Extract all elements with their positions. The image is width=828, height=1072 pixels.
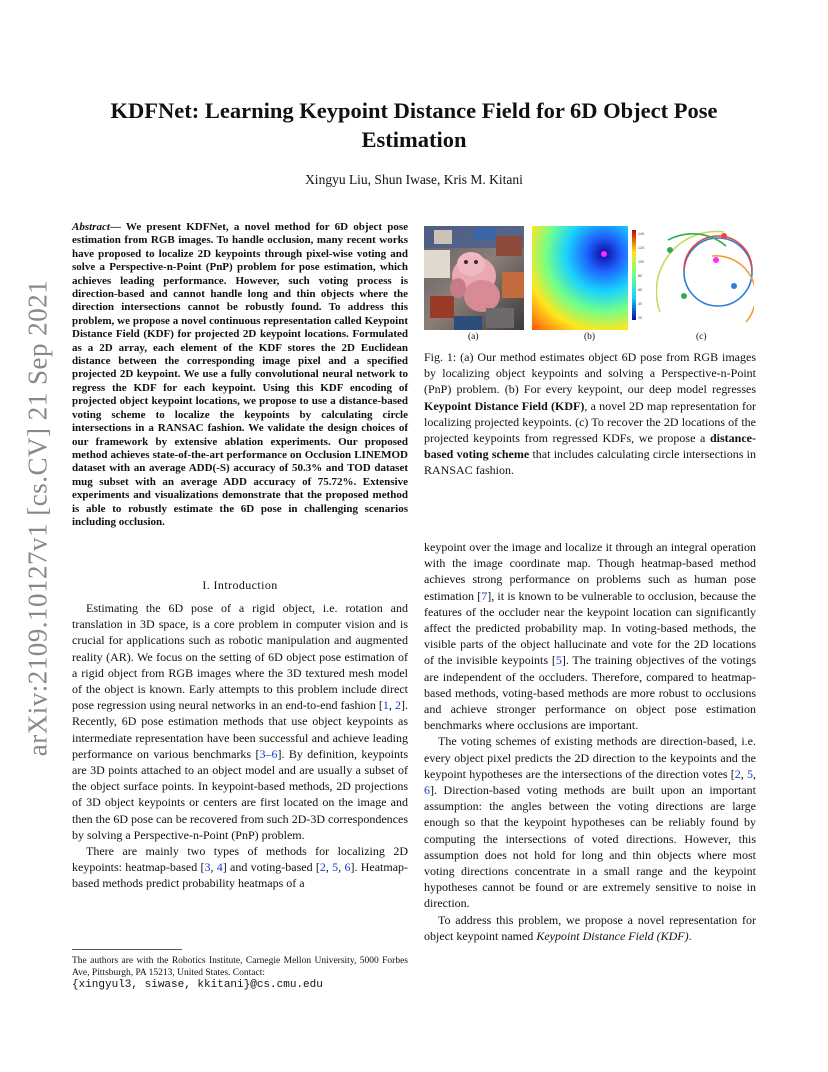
- figure-label-c: (c): [696, 332, 707, 342]
- citation-link[interactable]: 6: [344, 860, 351, 875]
- keypoint-marker: [731, 283, 737, 289]
- colorbar-tick-label: 140: [638, 232, 644, 237]
- intro-paragraph: keypoint over the image and localize it through an integral operation with the image coordinate map. Though heatmap-based method achieves strong performance on problems such as human pose estimation [7], it is known to be vulnerable to occlusion, because the features of the occluder near the keypoint location can significantly affect the predicted probability map. In voting-based methods, the visible parts of the object hallucinate and vote for the 2D locations of the invisible keypoints [5]. The training objectives of the votings are independent of the occluders. Therefore, compared to heatmap-based methods, voting-based methods are more robust to occlusions and achieve stronger performance on object pose estimation benchmarks where occlusions are important.: [424, 540, 756, 733]
- intro-paragraph: Estimating the 6D pose of a rigid object, i.e. rotation and translation in 3D space, is a core problem in computer vision and is crucial for applications such as robotic manipulation and augmented reality (AR). We focus on the setting of 6D object pose estimation of a rigid object from RGB images where the 3D textured mesh model of the object is known. Early attempts to this problem include direct pose regression using neural networks in an end-to-end fashion [1, 2]. Recently, 6D pose estimation methods that use object keypoints as intermediate representation have been successful and achieve leading performance on various benchmarks [3–6]. By definition, keypoints are 3D points attached to an object model and are usually a subset of the object surface points. In keypoint-based methods, 2D projections of 3D object keypoints or centers are first located on the image and then the 6D pose can be recovered from such 2D-3D correspondences by solving a Perspective-n-Point (PnP) problem.: [72, 601, 408, 842]
- colorbar-tick-label: 60: [638, 288, 642, 293]
- intro-right-column: [424, 539, 756, 944]
- figure-1: [424, 222, 756, 347]
- arxiv-identifier: arXiv:2109.10127v1 [cs.CV] 21 Sep 2021: [22, 279, 53, 757]
- section-heading-introduction: I. Introduction: [202, 578, 278, 592]
- figure-1a-photo: [424, 226, 524, 330]
- keypoint-marker: [713, 257, 719, 263]
- colorbar-tick-label: 80: [638, 274, 642, 279]
- figure-1c-circle-voting: [656, 226, 754, 330]
- abstract: [72, 221, 408, 529]
- colorbar-tick-label: 40: [638, 302, 642, 307]
- intro-paragraph: To address this problem, we propose a novel representation for object keypoint named Keypoint Distance Field (KDF).: [424, 912, 756, 943]
- citation-link[interactable]: 2: [319, 860, 326, 875]
- citation-link[interactable]: 6: [424, 783, 430, 798]
- keypoint-marker: [667, 247, 673, 253]
- keypoint-marker: [721, 233, 727, 239]
- citation-link[interactable]: 5: [555, 653, 562, 668]
- citation-link[interactable]: 2: [734, 766, 741, 781]
- citation-link[interactable]: 4: [216, 860, 223, 875]
- colorbar: [632, 230, 636, 320]
- paper-title: KDFNet: Learning Keypoint Distance Field for 6D Object Pose Estimation: [110, 98, 718, 152]
- paper-authors: Xingyu Liu, Shun Iwase, Kris M. Kitani: [305, 172, 523, 187]
- abstract-lead: Abstract: [72, 221, 110, 233]
- keypoint-marker: [681, 293, 687, 299]
- keypoint-marker: [601, 251, 607, 257]
- citation-link[interactable]: 5: [747, 766, 754, 781]
- intro-paragraph: The voting schemes of existing methods are direction-based, i.e. every object pixel predicts the 2D direction to the keypoints and the keypoint hypotheses are the intersections of the direction votes [2, 5, 6]. Direction-based voting methods are built upon an important assumption: the angles between the voting directions are large enough so that the keypoint hypotheses can be reliably found by computing the intersections of voted directions. However, this assumption does not hold for long and thin objects where most voting directions concentrate in a small range and the keypoint hypotheses cannot be found or are extremely sensitive to noise in direction.: [424, 734, 757, 911]
- figure-label-a: (a): [468, 332, 479, 342]
- citation-link[interactable]: 7: [481, 588, 488, 603]
- citation-link[interactable]: 3: [204, 860, 211, 875]
- citation-link[interactable]: 5: [332, 860, 339, 875]
- figure-1b-distance-field: [532, 226, 648, 330]
- citation-link[interactable]: 3–6: [259, 746, 278, 761]
- intro-paragraph: There are mainly two types of methods for localizing 2D keypoints: heatmap-based [3, 4] and voting-based [2, 5, 6]. Heatmap-based methods predict probability heatmaps of a: [72, 844, 409, 891]
- figure-label-b: (b): [584, 332, 596, 342]
- figure-caption: Fig. 1: (a) Our method estimates object 6D pose from RGB images by localizing object keypoints and solving a Perspective-n-Point (PnP) problem. (b) For every keypoint, our deep model regresses Keypoint Distance Field (KDF), a novel 2D map representation for localizing projected keypoints. (c) To recover the 2D locations of the projected keypoints from regressed KDFs, we propose a distance-based voting scheme that includes calculating circle intersections in RANSAC fashion.: [424, 350, 756, 478]
- contact-emails: {xingyul3, siwase, kkitani}@cs.cmu.edu: [72, 979, 323, 991]
- footnote-divider: [72, 949, 182, 950]
- citation-link[interactable]: 2: [395, 698, 401, 713]
- colorbar-tick-label: 20: [638, 316, 642, 321]
- footnote: The authors are with the Robotics Institute, Carnegie Mellon University, 5000 Forbes Ave, Pittsburgh, PA 15213, United States. Contact: {xingyul3, siwase, kkitani}@cs.cmu.edu: [72, 956, 408, 991]
- distance-field-heatmap: [532, 226, 628, 330]
- colorbar-tick-label: 120: [638, 246, 644, 251]
- abstract-text: — We present KDFNet, a novel method for 6D object pose estimation from RGB images. To handle occlusion, many recent works have proposed to localize 2D keypoints through pixel-wise voting and solve a Perspective-n-Point (PnP) problem for pose estimation, which achieves leading performance. However, such voting process is direction-based and cannot handle long and thin objects where the direction intersections cannot be robustly found. To address this problem, we propose a novel continuous representation called Keypoint Distance Field (KDF) for projected 2D keypoint locations. Formulated as a 2D array, each element of the KDF stores the 2D Euclidean distance between the corresponding image pixel and a specified projected 2D keypoint. We use a fully convolutional neural network to regress the KDF for each keypoint. Using this KDF encoding of projected object keypoint locations, we propose to use a distance-based voting scheme to localize the keypoints by calculating circle intersections in a RANSAC fashion. We validate the design choices of our framework by extensive ablation experiments. Our proposed method achieves state-of-the-art performance on Occlusion LINEMOD dataset with an average ADD(-S) accuracy of 50.3% and TOD dataset mug subset with an average ADD accuracy of 75.72%. Extensive experiments and visualizations demonstrate that the proposed method is able to robustly estimate the 6D pose in challenging scenarios including occlusion.: [72, 221, 408, 528]
- colorbar-tick-label: 100: [638, 260, 644, 265]
- citation-link[interactable]: 1: [382, 698, 389, 713]
- intro-left-column: [72, 600, 408, 892]
